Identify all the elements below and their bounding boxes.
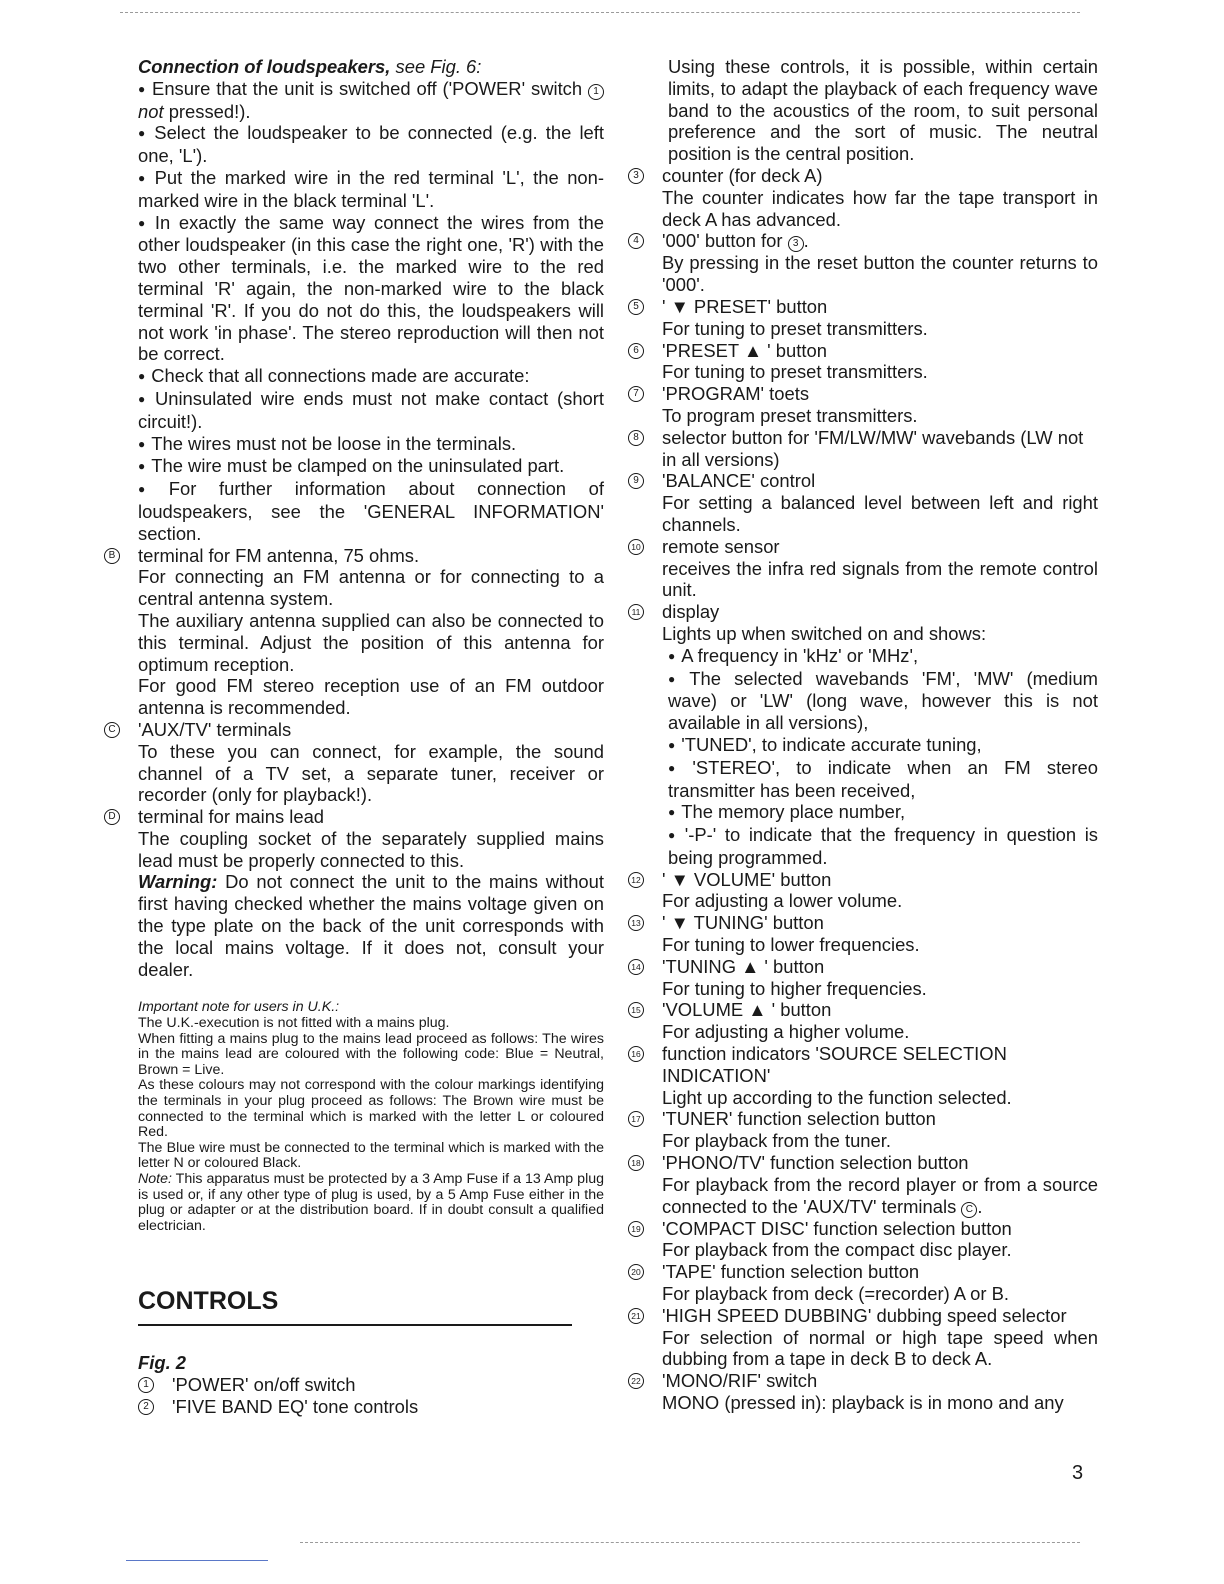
section-heading: Connection of loudspeakers, see Fig. 6:: [138, 56, 482, 77]
figure-ref: Fig. 2: [138, 1352, 187, 1374]
control-item: [628, 956, 1098, 1000]
item-mains-lead: D terminal for mains lead The coupling socket of the separately supplied mains lead must be properly connected to this. Warning: Do not connect the unit to the mains without first having checked whether the mains voltage given on the type plate on the back of the unit corresponds with the local mains voltage. If it does not, consult your dealer.: [104, 806, 604, 980]
control-description: For setting a balanced level between left and right channels.: [662, 492, 1098, 535]
bullet-further-info: ● For further information about connection of loudspeakers, see the 'GENERAL INFORMATION' section.: [138, 478, 604, 544]
control-title: 'TUNER' function selection button: [662, 1108, 936, 1130]
right-column: [628, 56, 1098, 1414]
control-title: 'BALANCE' control: [662, 470, 816, 492]
control-description: By pressing in the reset button the counter returns to '000'.: [662, 252, 1098, 296]
circled-marker: 22: [628, 1373, 644, 1389]
controls-list-1: [628, 165, 1098, 645]
control-description: For tuning to lower frequencies.: [662, 934, 920, 956]
uk-note: Important note for users in U.K.: The U.K.-execution is not fitted with a mains plug. When fitting a mains plug to the mains lead proceed as follows: The wires in the mains lead are coloured with the following code: Blue = Neutral, Brown = Live. As these colours may not correspond with the colour markings identifying the terminals in your plug proceed as follows: The Brown wire must be connected to the terminal which is marked with the letter L or coloured Red. The Blue wire must be connected to the terminal which is marked with the letter N or coloured Black. Note: This apparatus must be protected by a 3 Amp Fuse if a 13 Amp plug is used or, if any other type of plug is used, by a 5 Amp Fuse either in the plug or adapter or at the distribution board. If in doubt consult a qualified electrician.: [138, 999, 604, 1234]
circled-marker: 13: [628, 915, 644, 931]
scan-artifact-top: [120, 12, 1080, 13]
circled-marker: 10: [628, 539, 644, 555]
display-bullets: [628, 645, 1098, 869]
controls-heading: CONTROLS: [138, 1287, 279, 1316]
circled-marker: 18: [628, 1155, 644, 1171]
circled-marker: 16: [628, 1046, 644, 1062]
bullet-check: ● Check that all connections made are accurate:: [138, 365, 604, 388]
control-description: To program preset transmitters.: [662, 404, 918, 426]
control-title: display: [662, 601, 720, 623]
control-item: [628, 869, 1098, 913]
control-item: [628, 1108, 1098, 1152]
control-item: [628, 1152, 1098, 1218]
control-item: [628, 383, 1098, 427]
control-title: 'PROGRAM' toets: [662, 383, 810, 405]
control-title: '000' button for 3 .: [662, 230, 809, 252]
control-title: 'PHONO/TV' function selection button: [662, 1152, 969, 1174]
circled-marker: D: [104, 809, 120, 825]
control-title: remote sensor: [662, 535, 780, 557]
item-aux-tv: C 'AUX/TV' terminals To these you can connect, for example, the sound channel of a TV set, a separate tuner, receiver or recorder (only for playback!).: [104, 719, 604, 806]
control-item: [628, 340, 1098, 384]
control-description: receives the infra red signals from the remote control unit.: [662, 557, 1098, 601]
control-item: [628, 601, 1098, 645]
circled-marker: 9: [628, 473, 644, 489]
control-title: 'TUNING ▲ ' button: [662, 955, 825, 977]
control-title: ' ▼ PRESET' button: [662, 295, 828, 317]
control-power: 1 'POWER' on/off switch: [138, 1374, 604, 1396]
circled-marker: 8: [628, 430, 644, 446]
circled-marker: 11: [628, 604, 644, 620]
circled-marker: 17: [628, 1111, 644, 1127]
scan-artifact-link: [126, 1560, 268, 1561]
bullet-other-speaker: ● In exactly the same way connect the wires from the other loudspeaker (in this case the right one, 'R') with the two other terminals, i.e. the marked wire to the red terminal 'R' again, the non-marked wire to the black terminal 'R'. If you do not do this, the loudspeakers will not work 'in phase'. The stereo reproduction will then not be correct.: [138, 212, 604, 366]
control-title: selector button for 'FM/LW/MW' wavebands (LW not in all versions): [662, 426, 1084, 470]
control-title: function indicators 'SOURCE SELECTION INDICATION': [662, 1043, 1007, 1086]
control-title: counter (for deck A): [662, 164, 823, 186]
control-description: Light up according to the function selected.: [662, 1086, 1012, 1108]
control-item: [628, 1218, 1098, 1262]
circled-marker: 7: [628, 386, 644, 402]
bullet-power-off: ● Ensure that the unit is switched off ('POWER' switch 1 not pressed!).: [138, 78, 604, 123]
control-title: ' ▼ TUNING' button: [662, 912, 824, 934]
control-title: 'COMPACT DISC' function selection button: [662, 1217, 1012, 1239]
circled-marker: 14: [628, 959, 644, 975]
control-description: For tuning to preset transmitters.: [662, 361, 928, 383]
control-item: [628, 1261, 1098, 1305]
control-description: MONO (pressed in): playback is in mono and any: [662, 1392, 1064, 1414]
control-eq: 2 'FIVE BAND EQ' tone controls: [138, 1396, 604, 1418]
control-title: 'MONO/RIF' switch: [662, 1370, 818, 1392]
item-fm-antenna: B terminal for FM antenna, 75 ohms. For connecting an FM antenna or for connecting to a central antenna system. The auxiliary antenna supplied can also be connected to this terminal. Adjust the position of this antenna for optimum reception. For good FM stereo reception use of an FM outdoor antenna is recommended.: [104, 545, 604, 719]
display-bullet: ● The memory place number,: [668, 801, 1098, 824]
display-bullet: ● 'TUNED', to indicate accurate tuning,: [668, 734, 1098, 757]
control-item: [628, 470, 1098, 535]
circled-marker: 20: [628, 1264, 644, 1280]
circled-marker: C: [104, 722, 120, 738]
circled-marker: 19: [628, 1221, 644, 1237]
control-item: [628, 1043, 1098, 1108]
control-item: [628, 999, 1098, 1043]
control-item: [628, 1370, 1098, 1414]
circled-marker: B: [104, 548, 120, 564]
heading-rule: [138, 1324, 572, 1326]
controls-list-2: [628, 869, 1098, 1414]
circled-marker: 15: [628, 1002, 644, 1018]
control-description: For adjusting a lower volume.: [662, 890, 903, 912]
control-item: [628, 165, 1098, 230]
page-number: 3: [1072, 1462, 1084, 1484]
control-description: For adjusting a higher volume.: [662, 1021, 910, 1043]
control-item: [628, 427, 1098, 471]
circled-marker: 6: [628, 343, 644, 359]
control-description: The counter indicates how far the tape transport in deck A has advanced.: [662, 186, 1098, 230]
control-title: 'HIGH SPEED DUBBING' dubbing speed selector: [662, 1304, 1067, 1326]
display-bullet: ● A frequency in 'kHz' or 'MHz',: [668, 645, 1098, 668]
bullet-select: ● Select the loudspeaker to be connected (e.g. the left one, 'L').: [138, 122, 604, 167]
left-column: [108, 56, 605, 1418]
display-bullet: ● The selected wavebands 'FM', 'MW' (medium wave) or 'LW' (long wave, however this is not available in all versions),: [668, 668, 1098, 734]
circled-marker: 4: [628, 233, 644, 249]
bullet-loose: ● The wires must not be loose in the terminals.: [138, 433, 604, 456]
control-item: [628, 912, 1098, 956]
control-title: ' ▼ VOLUME' button: [662, 868, 832, 890]
scan-artifact-bottom: [300, 1542, 1080, 1543]
control-description: For tuning to higher frequencies.: [662, 977, 927, 999]
control-item: [628, 296, 1098, 340]
eq-description: Using these controls, it is possible, within certain limits, to adapt the playback of each frequency wave band to the acoustics of the room, to suit personal preference and the sort of music. The neutral position is the central position.: [668, 56, 1098, 165]
bullet-uninsulated: ● Uninsulated wire ends must not make contact (short circuit!).: [138, 388, 604, 433]
control-description: For playback from the compact disc player.: [662, 1239, 1012, 1261]
bullet-red-terminal: ● Put the marked wire in the red terminal 'L', the non-marked wire in the black terminal 'L'.: [138, 167, 604, 212]
control-description: For playback from the record player or from a source connected to the 'AUX/TV' terminals C .: [662, 1173, 1098, 1217]
control-description: For playback from deck (=recorder) A or B.: [662, 1283, 1009, 1305]
control-item: [628, 1305, 1098, 1370]
circled-marker: 12: [628, 872, 644, 888]
circled-marker: 3: [628, 168, 644, 184]
control-description: For playback from the tuner.: [662, 1130, 891, 1152]
display-bullet: ● '-P-' to indicate that the frequency in question is being programmed.: [668, 824, 1098, 869]
control-item: [628, 230, 1098, 296]
warning-label: Warning:: [138, 871, 218, 893]
control-title: 'PRESET ▲ ' button: [662, 339, 827, 361]
bullet-clamped: ● The wire must be clamped on the uninsulated part.: [138, 455, 604, 478]
control-description: For tuning to preset transmitters.: [662, 317, 928, 339]
control-title: 'VOLUME ▲ ' button: [662, 999, 832, 1021]
control-description: For selection of normal or high tape speed when dubbing from a tape in deck B to deck A.: [662, 1326, 1098, 1370]
circled-marker: 21: [628, 1308, 644, 1324]
circled-marker: 5: [628, 299, 644, 315]
control-item: [628, 536, 1098, 601]
control-title: 'TAPE' function selection button: [662, 1261, 920, 1283]
control-description: Lights up when switched on and shows:: [662, 622, 987, 644]
display-bullet: ● 'STEREO', to indicate when an FM stereo transmitter has been received,: [668, 757, 1098, 802]
